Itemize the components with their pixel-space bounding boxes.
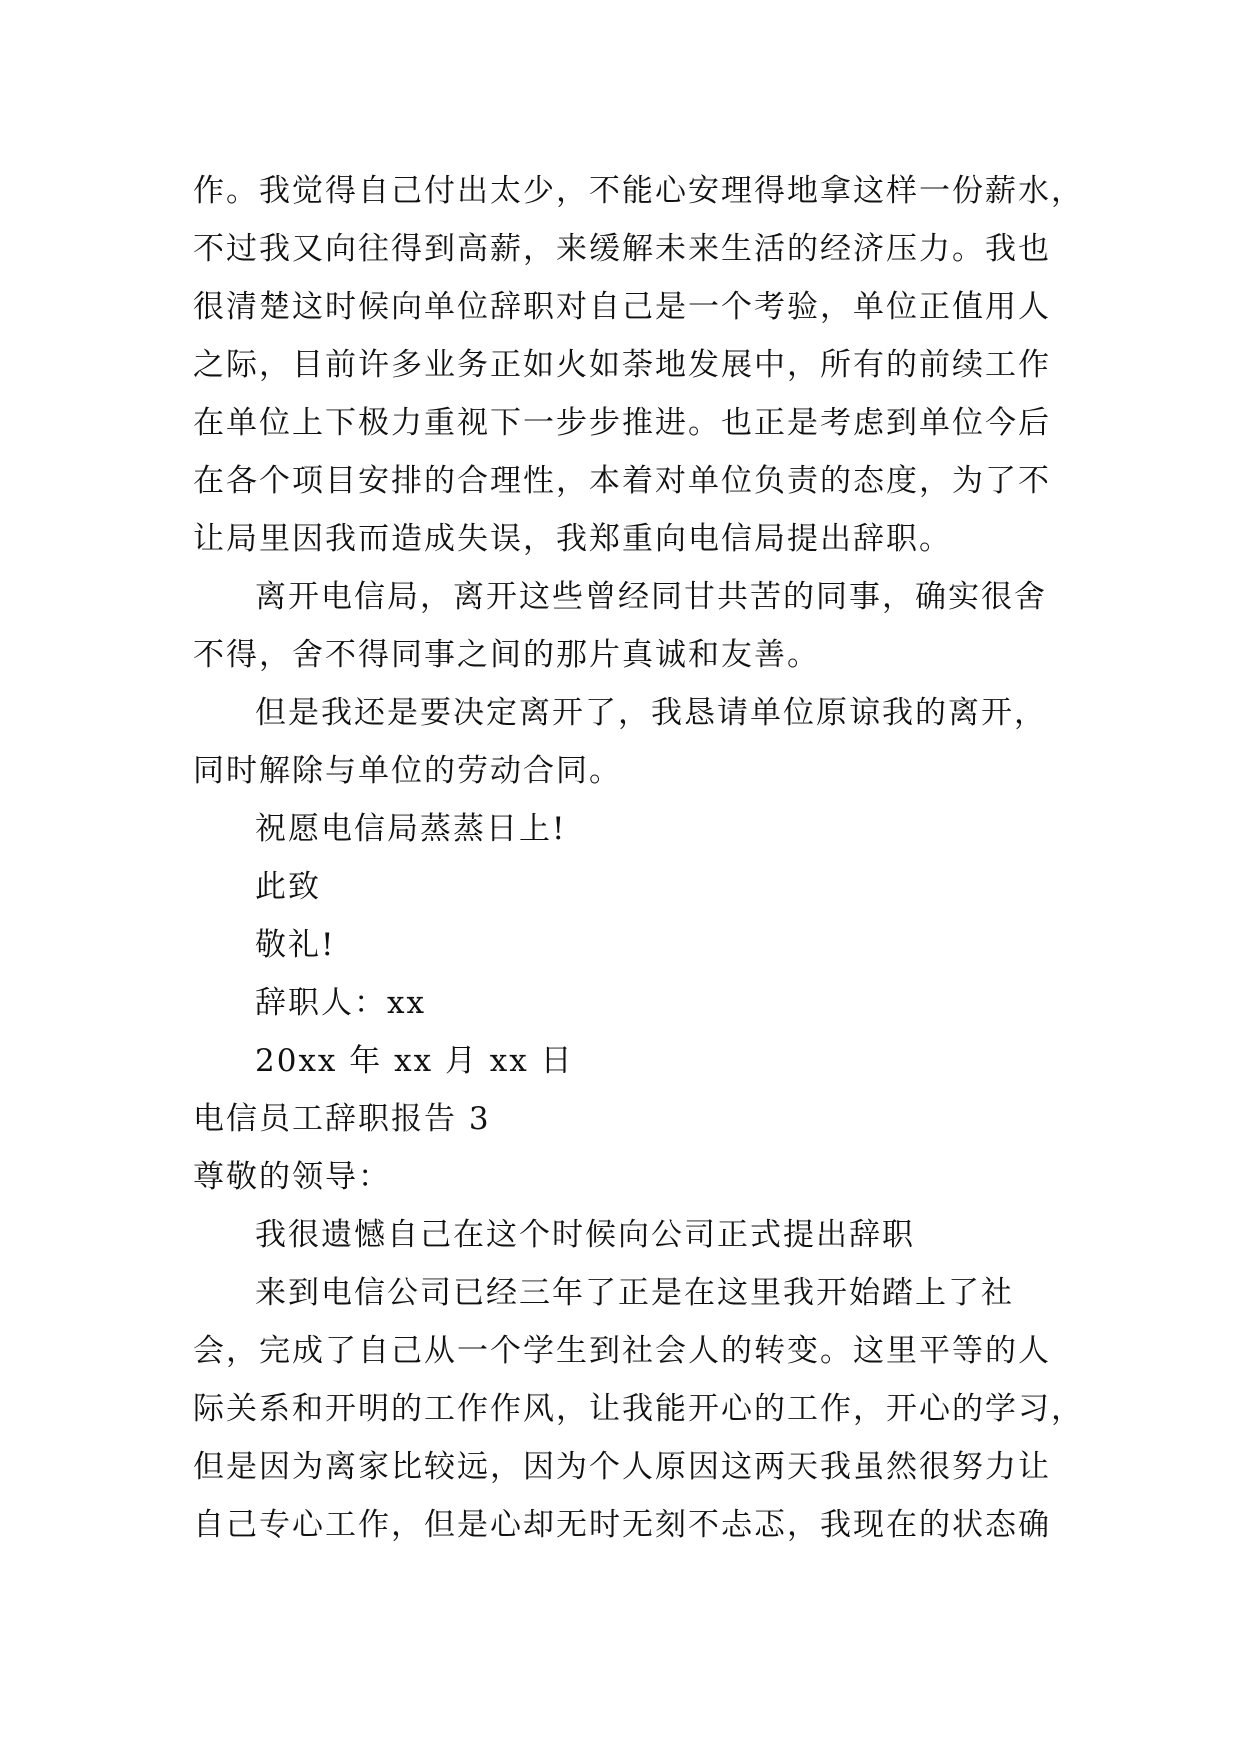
text-line: 离开电信局，离开这些曾经同甘共苦的同事，确实很舍	[255, 579, 1047, 615]
closing-line: 敬礼!	[255, 927, 336, 963]
salutation-line: 此致	[255, 869, 321, 905]
date-line: 20xx 年 xx 月 xx 日	[255, 1043, 574, 1079]
text-line: 在各个项目安排的合理性，本着对单位负责的态度，为了不	[193, 463, 1051, 499]
text-line: 但是我还是要决定离开了，我恳请单位原谅我的离开，	[255, 695, 1047, 731]
text-line: 同时解除与单位的劳动合同。	[193, 753, 622, 789]
text-line: 之际，目前许多业务正如火如荼地发展中，所有的前续工作	[193, 347, 1051, 383]
text-line: 作。我觉得自己付出太少，不能心安理得地拿这样一份薪水，	[193, 173, 1084, 209]
text-line: 不过我又向往得到高薪，来缓解未来生活的经济压力。我也	[193, 231, 1051, 267]
text-line: 来到电信公司已经三年了正是在这里我开始踏上了社	[255, 1275, 1014, 1311]
text-line: 不得，舍不得同事之间的那片真诚和友善。	[193, 637, 820, 673]
text-line: 祝愿电信局蒸蒸日上!	[255, 811, 567, 847]
section-heading: 电信员工辞职报告 3	[193, 1101, 491, 1137]
text-line: 自己专心工作，但是心却无时无刻不忐忑，我现在的状态确	[193, 1507, 1051, 1543]
text-line: 很清楚这时候向单位辞职对自己是一个考验，单位正值用人	[193, 289, 1051, 325]
signature-line: 辞职人：xx	[255, 985, 426, 1021]
text-line: 让局里因我而造成失误，我郑重向电信局提出辞职。	[193, 521, 952, 557]
greeting-line: 尊敬的领导：	[193, 1159, 391, 1195]
document-body	[193, 162, 1084, 1554]
text-line: 但是因为离家比较远，因为个人原因这两天我虽然很努力让	[193, 1449, 1051, 1485]
text-line: 际关系和开明的工作作风，让我能开心的工作，开心的学习，	[193, 1391, 1084, 1427]
text-line: 会，完成了自己从一个学生到社会人的转变。这里平等的人	[193, 1333, 1051, 1369]
text-line: 我很遗憾自己在这个时候向公司正式提出辞职	[255, 1217, 915, 1253]
text-line: 在单位上下极力重视下一步步推进。也正是考虑到单位今后	[193, 405, 1051, 441]
